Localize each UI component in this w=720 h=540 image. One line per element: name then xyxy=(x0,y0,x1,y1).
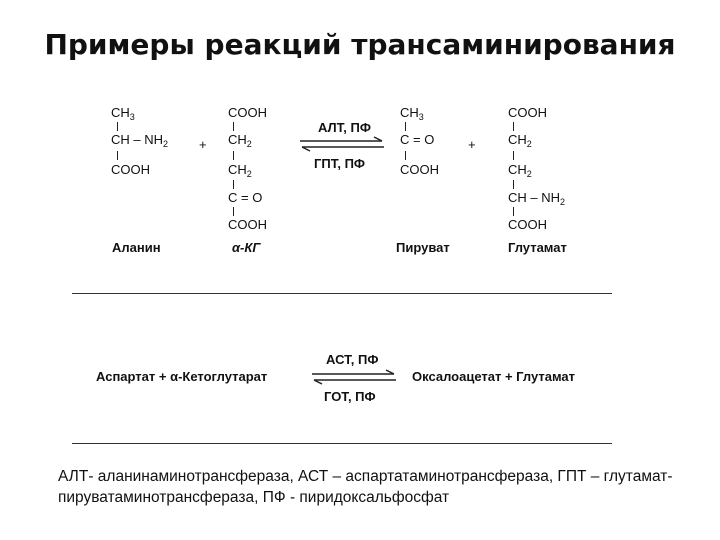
pyruvate-cooh: COOH xyxy=(400,162,439,177)
arrow-label-alt: АЛТ, ПФ xyxy=(318,120,371,135)
akg-cooh-bottom: COOH xyxy=(228,217,267,232)
akg-cooh-top: COOH xyxy=(228,105,267,120)
alanine-cooh: COOH xyxy=(111,162,150,177)
equilibrium-arrows-1 xyxy=(296,136,388,152)
akg-ch2-a: $CH_2$ xyxy=(228,132,252,149)
akg-co: C = O xyxy=(228,190,263,205)
glutamate-bond-2 xyxy=(513,151,514,160)
pyruvate-bond-1 xyxy=(405,122,406,131)
akg-bond-2 xyxy=(233,151,234,160)
glutamate-bond-1 xyxy=(513,122,514,131)
alanine-bond-1 xyxy=(117,122,118,131)
akg-ch2-b: $CH_2$ xyxy=(228,162,252,179)
glutamate-ch2-b: $CH_2$ xyxy=(508,162,532,179)
name-akg: α-КГ xyxy=(232,240,261,255)
page-title: Примеры реакций трансаминирования xyxy=(44,28,676,61)
name-alanine: Аланин xyxy=(112,240,161,255)
alanine-ch3: $CH_3$ xyxy=(111,105,135,122)
arrow-label-gpt: ГПТ, ПФ xyxy=(314,156,366,171)
name-pyruvate: Пируват xyxy=(396,240,450,255)
abbreviation-footnote: АЛТ- аланинаминотрансфераза, АСТ – аспартатаминотрансфераза, ГПТ – глутамат-пируватаминотрансфераза, ПФ - пиридоксальфосфат xyxy=(58,468,673,506)
pyruvate-bond-2 xyxy=(405,151,406,160)
arrow-label-ast: АСТ, ПФ xyxy=(326,352,379,367)
glutamate-ch-nh2: CH – $NH_2$ xyxy=(508,190,566,207)
pyruvate-ch3: $CH_3$ xyxy=(400,105,424,122)
equilibrium-arrows-2 xyxy=(308,369,400,385)
divider-1 xyxy=(72,293,612,294)
pyruvate-co: C = O xyxy=(400,132,435,147)
akg-bond-1 xyxy=(233,122,234,131)
glutamate-cooh-bottom: COOH xyxy=(508,217,547,232)
arrow-label-got: ГОТ, ПФ xyxy=(324,389,376,404)
akg-bond-4 xyxy=(233,207,234,216)
divider-2 xyxy=(72,443,612,444)
reaction-2-substrates: Аспартат + α-Кетоглутарат xyxy=(96,369,268,384)
plus-sign-2: + xyxy=(468,137,476,152)
name-glutamate: Глутамат xyxy=(508,240,567,255)
akg-bond-3 xyxy=(233,180,234,189)
glutamate-bond-4 xyxy=(513,207,514,216)
glutamate-ch2-a: $CH_2$ xyxy=(508,132,532,149)
reaction-2-products: Оксалоацетат + Глутамат xyxy=(412,369,575,384)
glutamate-bond-3 xyxy=(513,180,514,189)
alanine-bond-2 xyxy=(117,151,118,160)
glutamate-cooh-top: COOH xyxy=(508,105,547,120)
plus-sign-1: + xyxy=(199,137,207,152)
alanine-ch-nh2: CH – $NH_2$ xyxy=(111,132,169,149)
